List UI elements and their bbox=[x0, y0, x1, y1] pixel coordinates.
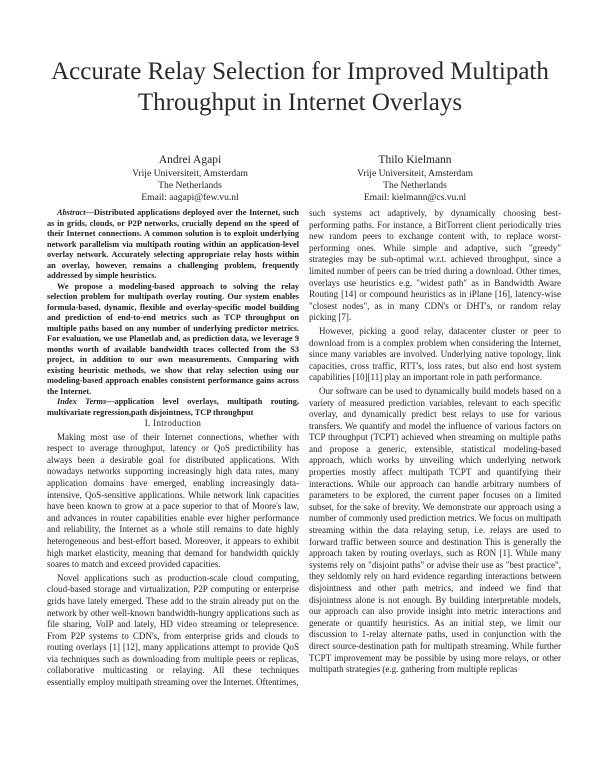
index-terms: —application level overlays, multipath routing, multivariate regression,path disjointness, TCP throughput bbox=[47, 397, 299, 417]
index-terms-label: Index Terms bbox=[57, 397, 107, 406]
paragraph: However, picking a good relay, datacenter cluster or peer to download from is a complex problem when considering the Internet, since many variables are involved. Underlying native topology, link capacities, cross traffic, RTT's, loss rates, but also end host system capabilities [10][11] play an important role in path performance. bbox=[309, 325, 561, 383]
paragraph: Our software can be used to dynamically build models based on a variety of measured prediction variables, relevant to each specific overlay, and dynamically predict best relays to use for various transfers. We quantify and model the influence of various factors on TCP throughput (TCPT) achieved when streaming on multiple paths and propose a generic, extensible, statistical modeling-based approach, which works by unveiling which underlying network properties mostly affect multipath TCPT and quantifying their interactions. While our approach can handle arbitrary numbers of parameters to be explored, the current paper focuses on a limited subset, for the sake of brevity. We demonstrate our approach using a number of commonly used prediction metrics. We focus on multipath streaming within the data relaying setup, i.e. relays are used to forward traffic between source and destination This is generally the approach taken by routing overlays, such as RON [1]. While many systems rely on "disjoint paths" or advise their use as "best practice", they seldomly rely on hard evidence regarding interactions between disjointness and other path metrics, and indeed we find that disjointness alone is not enough. By building interpretable models, our approach can also provide insight into metric interactions and generate or quantify heuristics. As an initial step, we limit our discussion to 1-relay alternate paths, used in conjunction with the direct source-destination path for multipath streaming. While further TCPT improvement may be possible by using more relays, or other multipath strategies (e.g. gathering from multiple replicas bbox=[309, 385, 561, 675]
author-email: Email: kielmann@cs.vu.nl bbox=[363, 192, 467, 204]
section-heading-introduction: I. Introduction bbox=[144, 418, 202, 428]
abstract bbox=[47, 208, 299, 418]
left-column bbox=[47, 208, 299, 691]
author-block-2 bbox=[300, 153, 530, 205]
paragraph: Novel applications such as production-scale cloud computing, cloud-based storage and virtualization, P2P computing or enterprise grids have lately emerged. These add to the strain already put on the network by other well-known bandwidth-hungry applications such as file sharing, VoIP and lately, HD video streaming or telepresence. From P2P systems to CDN's, from enterprise grids and clouds to routing overlays [1] [12], many applications attempt to provide QoS via techniques such as downloading from multiple peers or replicas, collaborative multicasting or relaying. All these techniques essentially employ multipath streaming over the Internet. Oftentimes, bbox=[47, 572, 299, 688]
author-block-1 bbox=[75, 153, 305, 205]
paragraph: such systems act adaptively, by dynamically choosing best-performing paths. For instance, a BitTorrent client periodically tries new random peers to exchange content with, to replace worst-performing ones. While simple and adaptive, such "greedy" strategies may be sub-optimal w.r.t. achieved throughput, since a limited number of peers can be tried during a download. Other times, overlays use heuristics e.g. "widest path" as in Bandwidth Aware Routing [14] or compound heuristics as in iPlane [16], latency-wise "closest nodes", as in many CDN's or DHT's, or random relay picking [7]. bbox=[309, 208, 561, 323]
author-affiliation: Vrije Universiteit, Amsterdam bbox=[357, 168, 473, 179]
author-name: Thilo Kielmann bbox=[378, 154, 452, 166]
author-email: Email: aagapi@few.vu.nl bbox=[141, 192, 239, 204]
abstract-text-1: —Distributed applications deployed over the Internet, such as in grids, clouds, or P2P networks, crucially depend on the speed of their Internet connections. A common solution is to exploit underlying network parallelism via multipath routing within an application-level overlay network. Accurately selecting appropriate relay hosts within an overlay, however, remains a challenging problem, frequently addressed by simple heuristics. bbox=[47, 208, 299, 280]
author-country: The Netherlands bbox=[383, 180, 447, 192]
right-column bbox=[309, 208, 561, 678]
author-name: Andrei Agapi bbox=[158, 154, 222, 166]
paper-title: Accurate Relay Selection for Improved Multipath Throughput in Internet Overlays bbox=[51, 58, 549, 116]
abstract-label: Abstract bbox=[57, 208, 86, 217]
author-affiliation: Vrije Universiteit, Amsterdam bbox=[132, 168, 248, 179]
author-country: The Netherlands bbox=[158, 180, 222, 192]
paragraph: Making most use of their Internet connections, whether with respect to average throughput, latency or QoS predictibility has always been a desirable goal for distributed applications. With nowadays networks supporting increasingly high data rates, many application domains have emerged, enabling increasingly data-intensive, QoS-sensitive applications. While network link capacities have been known to grow at a pace superior to that of Moore's law, and advances in router capabilities enable ever higher performance and reliability, the Internet as a whole still remains to date highly heterogeneous and best-effort based. Moreover, it appears to exhibit high market elasticity, meaning that demand for bandwidth quickly soares to match and exceed provided capacities. bbox=[47, 431, 299, 570]
abstract-text-2: We propose a modeling-based approach to solving the relay selection problem for multipath overlay routing. Our system enables formula-based, dynamic, flexible and overlay-specific model building and prediction of end-to-end metrics such as TCP throughput on multiple paths based on any number of underlying predictor metrics. For evaluation, we use Planetlab and, as prediction data, we leverage 9 months worth of available bandwidth traces collected from the S3 project, in addition to our own measurements. Comparing with existing heuristic methods, we show that relay selection using our modeling-based approach enables consistent performance gains across the Internet. bbox=[47, 281, 299, 396]
